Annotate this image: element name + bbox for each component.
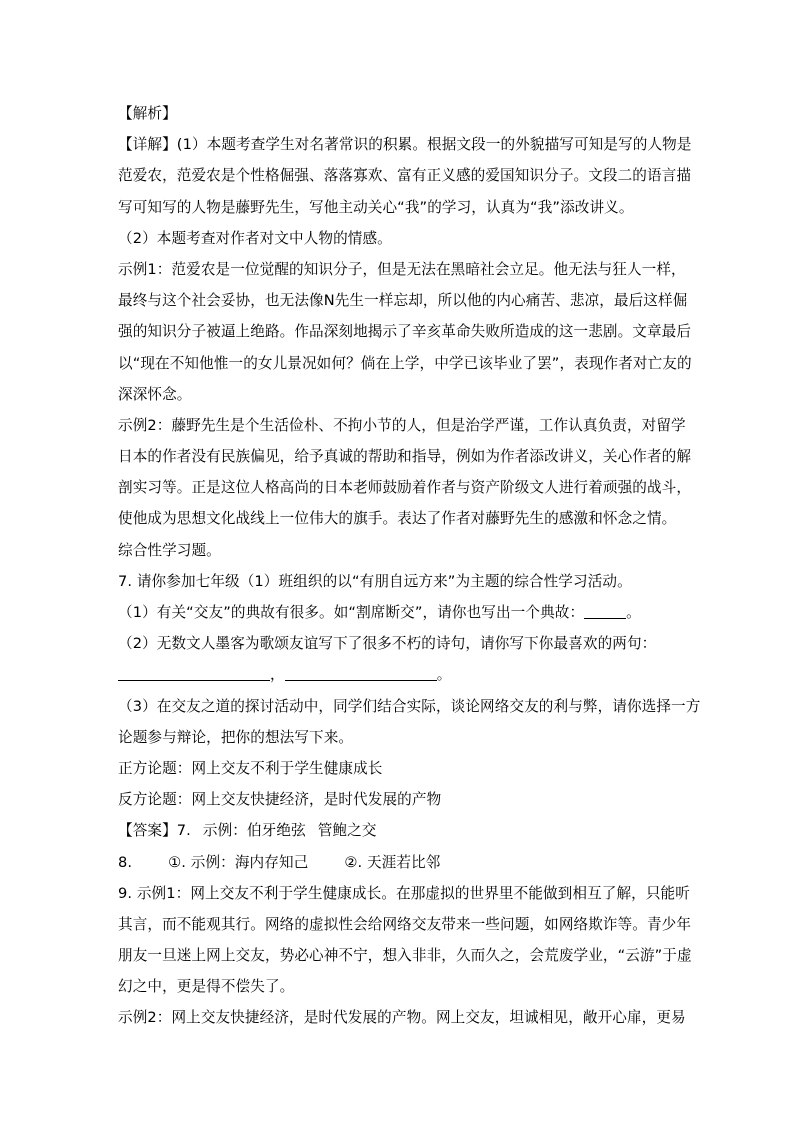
blank-end: 。	[436, 666, 452, 684]
document-page	[118, 98, 701, 1034]
answer-9-line-1: 9. 示例1：网上交友不利于学生健康成长。在那虚拟的世界里不能做到相互了解，只能听	[118, 884, 690, 902]
answer-9-line-3: 朋友一旦迷上网上交友，势必心神不宁，想入非非，久而久之，会荒废学业，“云游”于虚	[118, 947, 692, 965]
pro-topic: 正方论题：网上交友不利于学生健康成长	[118, 759, 383, 777]
answer-7-text: 示例：伯牙绝弦	[202, 822, 306, 840]
answer-blank[interactable]	[584, 603, 626, 619]
detail-line-4: （2）本题考查对作者对文中人物的情感。	[118, 229, 392, 247]
answer-7	[118, 815, 678, 846]
question7-part3-line-2: 论题参与辩论，把你的想法写下来。	[118, 728, 354, 746]
answer-7-text2: 管鲍之交	[317, 822, 377, 840]
question7-part1	[118, 597, 678, 628]
example1-line-2: 最终与这个社会妥协，也无法像N先生一样忘却，所以他的内心痛苦、悲凉，最后这样倔	[118, 292, 688, 310]
con-topic: 反方论题：网上交友快捷经济，是时代发展的产物	[118, 791, 442, 809]
answer-8-number: 8.	[118, 853, 133, 871]
example1-line-4: 以“现在不知他惟一的女儿景况如何？倘在上学，中学已该毕业了罢”，表现作者对亡友的	[118, 354, 692, 372]
answer-9-line-5: 示例2：网上交友快捷经济，是时代发展的产物。网上交友，坦诚相见，敞开心扉，更易	[118, 1009, 686, 1027]
answer-8-part1: ①. 示例：海内存知己	[168, 853, 309, 871]
example2-line-4: 使他成为思想文化战线上一位伟大的旗手。表达了作者对藤野先生的感激和怀念之情。	[118, 510, 677, 528]
question7-part2-blanks	[118, 659, 678, 690]
example2-line-3: 剖实习等。正是这位人格高尚的日本老师鼓励着作者与资产阶级文人进行着顽强的战斗，	[118, 479, 692, 497]
question7-part3-line-1: （3）在交友之道的探讨活动中，同学们结合实际，谈论网络交友的利与弊，请你选择一方	[118, 697, 701, 715]
detail-line-3: 写可知写的人物是藤野先生，写他主动关心“我”的学习，认真为“我”添改讲义。	[118, 198, 634, 216]
question7-part1-suffix: 。	[626, 604, 641, 621]
answer-blank[interactable]	[285, 666, 437, 682]
detail-line-1: 【详解】(1）本题考查学生对名著常识的积累。根据文段一的外貌描写可知是写的人物是	[118, 136, 692, 154]
analysis-header: 【解析】	[118, 105, 177, 122]
answer-7-label: 【答案】7.	[118, 822, 191, 840]
question7-part2: （2）无数文人墨客为歌颂友谊写下了很多不朽的诗句，请你写下你最喜欢的两句：	[118, 635, 657, 653]
answer-8	[118, 847, 678, 878]
answer-8-part2: ②. 天涯若比邻	[344, 853, 441, 871]
example2-line-1: 示例2：藤野先生是个生活俭朴、不拘小节的人，但是治学严谨，工作认真负责，对留学	[118, 416, 686, 434]
answer-blank[interactable]	[118, 666, 270, 682]
detail-line-2: 范爱农，范爱农是个性格倔强、落落寡欢、富有正义感的爱国知识分子。文段二的语言描	[118, 167, 692, 185]
answer-9-line-2: 其言，而不能观其行。网络的虚拟性会给网络交友带来一些问题，如网络欺诈等。青少年	[118, 915, 692, 933]
blank-separator: ，	[270, 666, 285, 684]
answer-9-line-4: 幻之中，更是得不偿失了。	[118, 978, 295, 996]
example2-line-2: 日本的作者没有民族偏见，给予真诚的帮助和指导，例如为作者添改讲义，关心作者的解	[118, 448, 692, 466]
example1-line-3: 强的知识分子被逼上绝路。作品深刻地揭示了辛亥革命失败所造成的这一悲剧。文章最后	[118, 323, 692, 341]
example1-line-1: 示例1：范爱农是一位觉醒的知识分子，但是无法在黑暗社会立足。他无法与狂人一样，	[118, 260, 686, 278]
section-title: 综合性学习题。	[118, 541, 221, 559]
example1-line-5: 深深怀念。	[118, 385, 192, 403]
question7-stem: 7. 请你参加七年级（1）班组织的以“有朋自远方来”为主题的综合性学习活动。	[118, 572, 632, 590]
question7-part1-text: （1）有关“交友”的典故有很多。如“割席断交”，请你也写出一个典故：	[118, 604, 585, 621]
